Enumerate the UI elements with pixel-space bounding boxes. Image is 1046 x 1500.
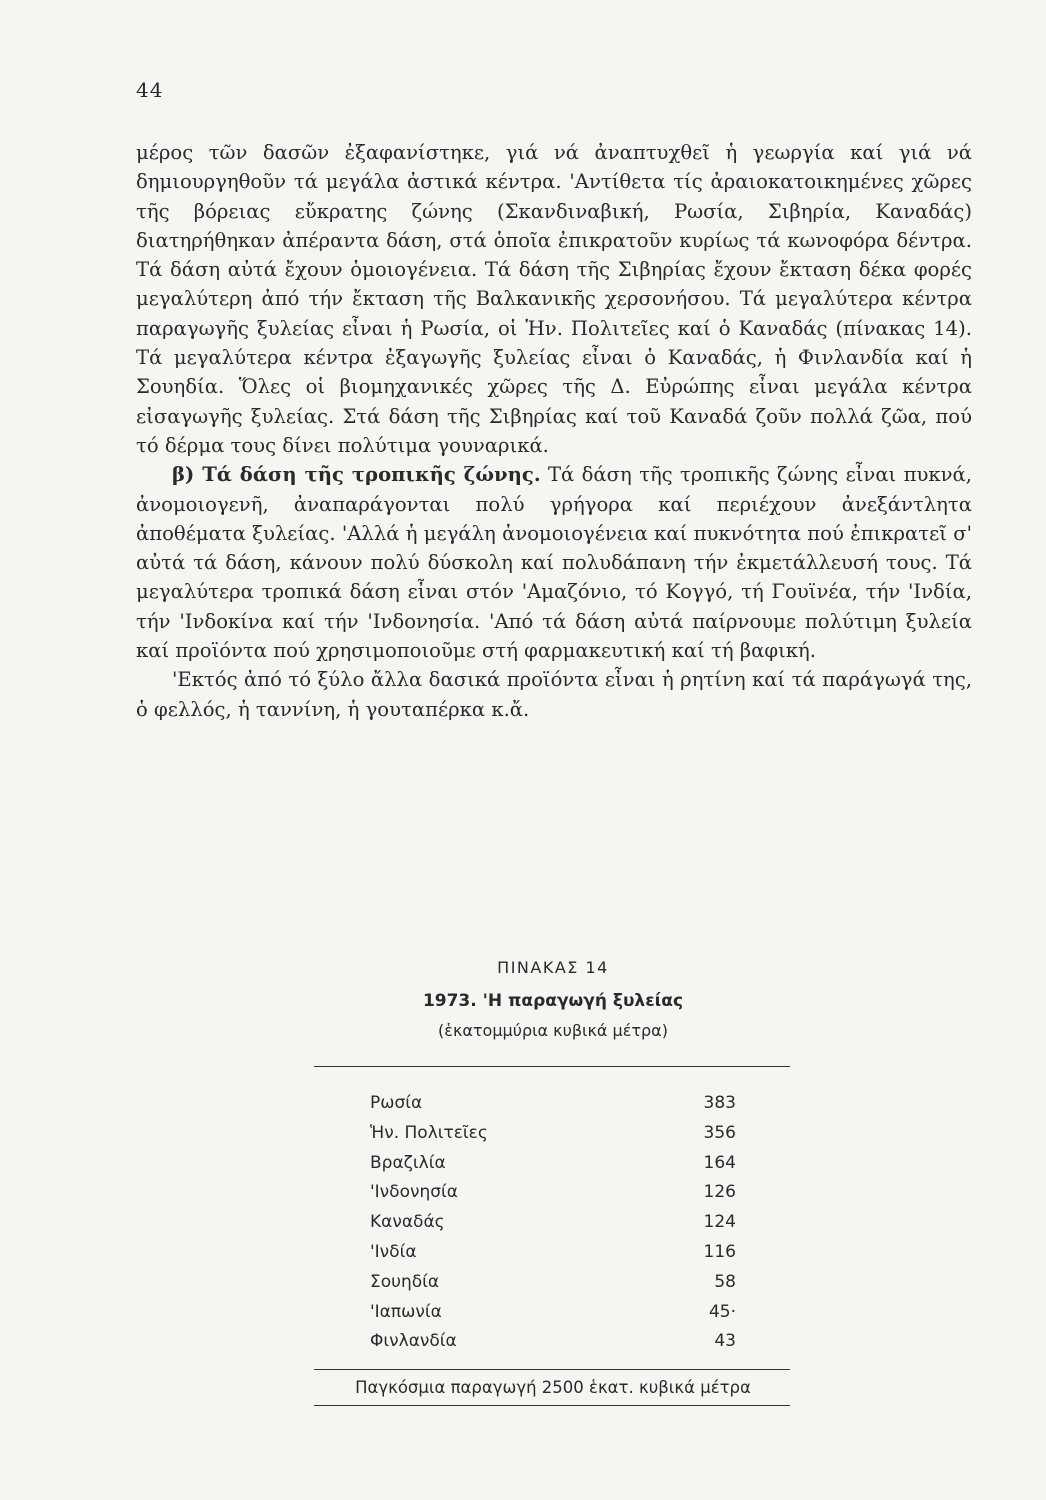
production-value: 45· xyxy=(708,1301,736,1322)
country-name: Ρωσία xyxy=(370,1093,423,1113)
country-name: Βραζιλία xyxy=(370,1152,446,1173)
country-name: Φινλανδία xyxy=(370,1331,457,1352)
table-row xyxy=(370,1119,736,1149)
table-rows xyxy=(310,1089,796,1357)
country-name: Καναδάς xyxy=(370,1212,445,1233)
country-name: Ἡν. Πολιτεῖες xyxy=(370,1122,488,1143)
production-value: 356 xyxy=(703,1122,736,1143)
table-row xyxy=(370,1327,736,1357)
paragraph: μέρος τῶν δασῶν ἐξαφανίστηκε, γιά νά ἀναπτυχθεῖ ἡ γεωργία καί γιά νά δημιουργηθοῦν τά μεγάλα ἀστικά κέντρα. 'Αντίθετα τίς ἀραιοκατοικημένες χῶρες τῆς βόρειας εὔκρατης ζώνης (Σκανδιναβική, Ρωσία, Σιβηρία, Καναδάς) διατηρήθηκαν ἀπέραντα δάση, στά ὁποῖα ἐπικρατοῦν κυρίως τά κωνοφόρα δέντρα. Τά δάση αὐτά ἔχουν ὁμοιογένεια. Τά δάση τῆς Σιβηρίας ἔχουν ἔκταση δέκα φορές μεγαλύτερη ἀπό τήν ἔκταση τῆς Βαλκανικῆς χερσονήσου. Τά μεγαλύτερα κέντρα παραγωγῆς ξυλείας εἶναι ἡ Ρωσία, οἱ Ἡν. Πολιτεῖες καί ὁ Καναδάς (πίνακας 14). Τά μεγαλύτερα κέντρα ἐξαγωγῆς ξυλείας εἶναι ὁ Καναδάς, ἡ Φινλανδία καί ἡ Σουηδία. Ὅλες οἱ βιομηχανικές χῶρες τῆς Δ. Εὐρώπης εἶναι μεγάλα κέντρα εἰσαγωγῆς ξυλείας. Στά δάση τῆς Σιβηρίας καί τοῦ Καναδά ζοῦν πολλά ζῶα, πού τό δέρμα τους δίνει πολύτιμα γουναρικά. xyxy=(136,141,972,457)
divider xyxy=(314,1405,790,1406)
country-name: 'Ινδονησία xyxy=(370,1182,458,1203)
table-row xyxy=(370,1149,736,1179)
table-heading: 1973. 'Η παραγωγή ξυλείας xyxy=(422,991,684,1011)
table-row xyxy=(370,1208,736,1238)
paragraph xyxy=(136,460,972,665)
table-row xyxy=(370,1238,736,1268)
production-value: 126 xyxy=(703,1182,736,1203)
paragraph: 'Εκτός ἀπό τό ξύλο ἄλλα δασικά προϊόντα εἶναι ἡ ρητίνη καί τά παράγωγά της, ὁ φελλός, ἡ ταννίνη, ἡ γουταπέρκα κ.ἄ. xyxy=(136,668,972,721)
country-name: Σουηδία xyxy=(370,1271,440,1292)
table-unit: (ἑκατομμύρια κυβικά μέτρα) xyxy=(438,1021,668,1040)
table-row xyxy=(370,1178,736,1208)
divider xyxy=(314,1066,790,1067)
production-value: 124 xyxy=(703,1212,736,1233)
paragraph-text: Τά δάση τῆς τροπικῆς ζώνης εἶναι πυκνά, ἀνομοιογενῆ, ἀναπαράγονται πολύ γρήγορα καί περιέχουν ἀνεξάντλητα ἀποθέματα ξυλείας. 'Αλλά ἡ μεγάλη ἀνομοιογένεια καί πυκνότητα πού ἐπικρατεῖ σ' αὐτά τά δάση, κάνουν πολύ δύσκολη καί πολυδάπανη τήν ἐκμετάλλευσή τους. Τά μεγαλύτερα τροπικά δάση εἶναι στόν 'Αμαζόνιο, τό Κογγό, τή Γουϊνέα, τήν 'Ινδία, τήν 'Ινδοκίνα καί τήν 'Ινδονησία. 'Από τά δάση αὐτά παίρνουμε πολύτιμη ξυλεία καί προϊόντα πού χρησιμοποιοῦμε στή φαρμακευτική καί τή βαφική. xyxy=(136,463,972,663)
page-number: 44 xyxy=(136,78,164,102)
table-row xyxy=(370,1089,736,1119)
divider xyxy=(314,1369,790,1370)
table-row xyxy=(370,1268,736,1298)
production-value: 116 xyxy=(703,1241,736,1262)
production-value: 164 xyxy=(703,1152,736,1173)
table-title: ΠΙΝΑΚΑΣ 14 xyxy=(497,958,609,977)
table-row xyxy=(370,1298,736,1328)
production-value: 58 xyxy=(714,1271,736,1292)
country-name: 'Ιαπωνία xyxy=(370,1301,442,1322)
section-heading: β) Τά δάση τῆς τροπικῆς ζώνης. xyxy=(172,463,541,487)
table-total: Παγκόσμια παραγωγή 2500 ἑκατ. κυβικά μέτρα xyxy=(355,1378,751,1398)
country-name: 'Ινδία xyxy=(370,1241,417,1262)
production-value: 383 xyxy=(703,1093,736,1113)
production-value: 43 xyxy=(714,1331,736,1352)
body-text xyxy=(136,138,972,724)
production-table xyxy=(310,958,796,1406)
